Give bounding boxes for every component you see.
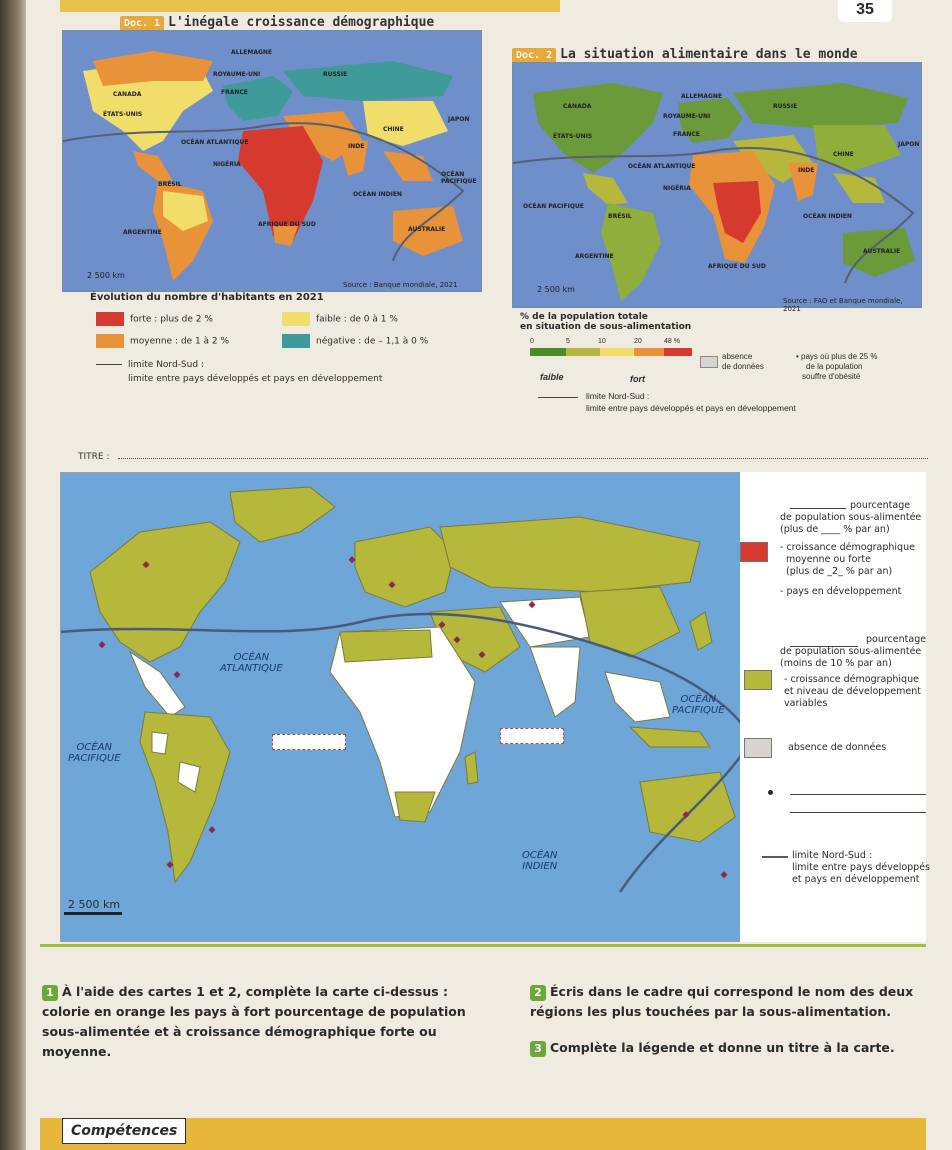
map2-label-russie: RUSSIE: [773, 103, 798, 110]
map1-source: Source : Banque mondiale, 2021: [343, 281, 458, 289]
map2-label-ocean-pacifique: OCÉAN PACIFIQUE: [523, 203, 584, 210]
map2-label-ocean-indien: OCÉAN INDIEN: [803, 213, 852, 220]
legend1-limite: [96, 360, 204, 370]
legend-l7c: et pays en développement: [792, 874, 920, 885]
legend-l2a: - croissance démographique: [780, 542, 915, 553]
map1-label-ocean-indien: OCÉAN INDIEN: [353, 191, 402, 198]
map2-label-allemagne: ALLEMAGNE: [681, 93, 723, 100]
legend-l5c: variables: [784, 698, 828, 709]
map2-label-royaume-uni: ROYAUME-UNI: [663, 113, 711, 120]
doc2-badge: Doc. 2: [512, 48, 556, 64]
instruction-3-text: Complète la légende et donne un titre à la carte.: [550, 1040, 895, 1055]
legend1-line: [96, 364, 122, 365]
legend-l1b: de population sous-alimentée: [780, 512, 922, 523]
map1-label-nigeria: NIGÉRIA: [213, 161, 241, 168]
legend-l4c: (moins de 10 % par an): [780, 658, 892, 669]
map2-label-australie: AUSTRALIE: [863, 248, 901, 255]
map1-south-africa: [273, 226, 298, 246]
instruction-1-line2: colorie en orange les pays à fort pourcentage de population: [42, 1004, 466, 1019]
ocean-pacifique-e-2: PACIFIQUE: [672, 705, 725, 716]
instruction-1: [42, 982, 512, 1062]
instruction-3: [530, 1038, 926, 1058]
instruction-2: [530, 982, 926, 1022]
map2-central-america: [583, 173, 628, 205]
map2-label-argentine: ARGENTINE: [575, 253, 614, 260]
map1-label-canada: CANADA: [113, 91, 142, 98]
legend-forte: [96, 312, 213, 326]
population-growth-map-svg: [63, 31, 483, 293]
map1-label-ocean-atlantique: OCÉAN ATLANTIQUE: [181, 139, 249, 146]
tick-48: 48 %: [664, 338, 680, 345]
legend-moyenne: [96, 334, 229, 348]
legend2-limite-label: limite Nord-Sud :: [586, 391, 650, 401]
legend-swatch-red[interactable]: [740, 542, 768, 562]
grad-4: [634, 348, 664, 356]
map2-legend-title1: % de la population totale: [520, 312, 648, 322]
doc1-badge: Doc. 1: [120, 16, 164, 32]
map2-legend-title2: en situation de sous-alimentation: [520, 322, 692, 332]
map2-label-nigeria: NIGÉRIA: [663, 185, 691, 192]
legend-l1c: (plus de ____ % par an): [780, 524, 890, 535]
legend2-fort: fort: [630, 374, 645, 384]
ocean-atlantique-1: OCÉAN: [233, 652, 270, 663]
legend-l2b: moyenne ou forte: [786, 554, 871, 565]
instruction-1-line1: À l'aide des cartes 1 et 2, complète la carte ci-dessus :: [62, 984, 449, 999]
ocean-indien-2: INDIEN: [522, 861, 558, 872]
ocean-atlantique-2: ATLANTIQUE: [220, 663, 283, 674]
map1-label-inde: INDE: [348, 143, 365, 150]
doc1-title-line1: L'inégale croissance démographique: [168, 15, 435, 30]
map2-label-ocean-atlantique: OCÉAN ATLANTIQUE: [628, 163, 696, 170]
titre-answer-line[interactable]: [118, 458, 928, 459]
map2-source: Source : FAO et Banque mondiale, 2021: [783, 297, 903, 313]
legend-swatch-grey: [744, 738, 772, 758]
map2-russia: [733, 83, 908, 128]
map1-label-argentine: ARGENTINE: [123, 229, 162, 236]
instruction-2-line2: régions les plus touchées par la sous-alimentation.: [530, 1004, 891, 1019]
page-number: 35: [838, 0, 892, 22]
map1-label-russie: RUSSIE: [323, 71, 348, 78]
legend-l7a: limite Nord-Sud :: [792, 850, 873, 861]
tick-0: 0: [530, 338, 534, 345]
map2-label-afrique-du-sud: AFRIQUE DU SUD: [708, 263, 766, 270]
map1-label-afrique-du-sud: AFRIQUE DU SUD: [258, 221, 316, 228]
legend-swatch-green: [744, 670, 772, 690]
map1-legend-title: Évolution du nombre d'habitants en 2021: [90, 292, 324, 303]
titre-label: TITRE :: [78, 452, 110, 462]
map2-china: [813, 125, 901, 171]
legend-north-south-line: [762, 856, 788, 858]
legend-l6: absence de données: [788, 742, 887, 753]
legend2-obesite2: de la population: [806, 362, 863, 371]
map1-china: [363, 101, 448, 146]
instruction-1-line3: sous-alimentée et à croissance démographique forte ou: [42, 1024, 437, 1039]
legend-l4a: pourcentage: [866, 634, 927, 645]
food-situation-map: [512, 62, 922, 313]
tick-10: 10: [598, 338, 606, 345]
legend-moyenne-text: moyenne : de 1 à 2 %: [130, 336, 230, 347]
map1-label-chine: CHINE: [383, 126, 404, 133]
instruction-2-line1: Écris dans le cadre qui correspond le nom des deux: [550, 984, 914, 999]
swatch-faible: [282, 312, 310, 326]
map1-label-france: FRANCE: [221, 89, 248, 96]
map2-label-inde: INDE: [798, 167, 815, 174]
map1-legend: [90, 292, 490, 307]
tick-20: 20: [634, 338, 642, 345]
legend-blank-1[interactable]: [790, 508, 846, 509]
tick-5: 5: [566, 338, 570, 345]
exercise-scale-bar: [64, 912, 122, 915]
map1-label-ocean-pacifique: OCÉAN PACIFIQUE: [441, 171, 477, 185]
legend-dot-marker: [768, 790, 773, 795]
legend-l2c: (plus de _2_ % par an): [786, 566, 893, 577]
map2-label-canada: CANADA: [563, 103, 592, 110]
legend-negative-text: négative : de – 1,1 à 0 %: [316, 336, 429, 347]
exercise-legend: [740, 472, 931, 942]
map1-label-bresil: BRÉSIL: [158, 181, 182, 188]
population-growth-map: [62, 30, 482, 292]
grad-5: [664, 348, 692, 356]
section-divider: [40, 944, 926, 947]
map1-southeast-asia: [383, 151, 433, 181]
map1-label-australie: AUSTRALIE: [408, 226, 446, 233]
legend2-obesite1: • pays où plus de 25 %: [796, 352, 878, 361]
map2-label-chine: CHINE: [833, 151, 854, 158]
exercise-scale: 2 500 km: [68, 898, 121, 911]
competences-label: Compétences: [62, 1118, 186, 1144]
map2-label-bresil: BRÉSIL: [608, 213, 632, 220]
swatch-moyenne: [96, 334, 124, 348]
legend-l1a: pourcentage: [850, 500, 911, 511]
legend-l7b: limite entre pays développés: [792, 862, 931, 873]
legend2-line: [538, 397, 578, 398]
ocean-pacifique-w-2: PACIFIQUE: [68, 753, 121, 764]
map1-label-allemagne: ALLEMAGNE: [231, 49, 273, 56]
doc2-title-text: La situation alimentaire dans le monde: [560, 47, 858, 62]
instruction-1-line4: moyenne.: [42, 1044, 112, 1059]
legend-l4b: de population sous-alimentée: [780, 646, 922, 657]
legend-negative: [282, 334, 428, 348]
map1-label-japon: JAPON: [448, 116, 470, 123]
legend-blank-3[interactable]: [790, 794, 926, 795]
map2-label-etats-unis: ÉTATS-UNIS: [553, 133, 593, 140]
legend-forte-text: forte : plus de 2 %: [130, 314, 213, 325]
grad-3: [600, 348, 634, 356]
map2-scale: 2 500 km: [537, 285, 575, 294]
legend1-limite-label: limite Nord-Sud :: [128, 360, 204, 370]
legend2-faible: faible: [540, 372, 564, 382]
map2-label-france: FRANCE: [673, 131, 700, 138]
legend-faible: [282, 312, 398, 326]
legend2-limite-desc: limite entre pays développés et pays en développement: [586, 403, 796, 413]
ocean-pacifique-e-1: OCÉAN: [680, 694, 716, 705]
map2-label-japon: JAPON: [898, 141, 920, 148]
top-color-band: [60, 0, 560, 12]
legend2-de-donnees: de données: [722, 362, 764, 371]
grad-2: [566, 348, 600, 356]
map1-scale: 2 500 km: [87, 271, 125, 280]
map1-canada: [93, 51, 213, 86]
legend-l5b: et niveau de développement: [784, 686, 922, 697]
swatch-forte: [96, 312, 124, 326]
legend2-obesite3: souffre d'obésité: [802, 372, 861, 381]
map1-label-royaume-uni: ROYAUME-UNI: [213, 71, 261, 78]
swatch-absence: [700, 356, 718, 368]
legend-blank-4[interactable]: [790, 812, 926, 813]
legend-l3: - pays en développement: [780, 586, 902, 597]
swatch-negative: [282, 334, 310, 348]
instruction-2-number: 2: [530, 985, 546, 1001]
map1-russia: [283, 61, 453, 101]
legend-faible-text: faible : de 0 à 1 %: [316, 314, 398, 325]
instruction-3-number: 3: [530, 1041, 546, 1057]
legend1-limite-desc: limite entre pays développés et pays en développement: [128, 374, 383, 384]
ocean-indien-1: OCÉAN: [522, 850, 558, 861]
grad-1: [530, 348, 566, 356]
legend-l5a: - croissance démographique: [784, 674, 919, 685]
map1-central-america: [133, 151, 173, 181]
legend2-absence: absence: [722, 352, 753, 361]
instruction-1-number: 1: [42, 985, 58, 1001]
map1-europe: [223, 76, 293, 121]
ocean-pacifique-w-1: OCÉAN: [76, 742, 112, 753]
map1-label-etats-unis: ÉTATS-UNIS: [103, 111, 143, 118]
